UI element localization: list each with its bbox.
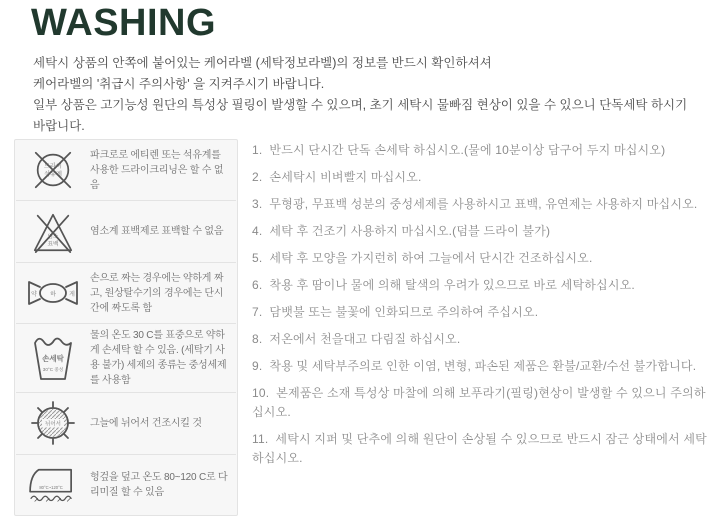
instruction-number: 1. <box>252 143 263 157</box>
no-drycleaning-icon <box>25 147 81 193</box>
care-symbol-row <box>15 455 237 515</box>
dry-flat-in-shade-icon <box>25 398 81 448</box>
care-symbol-description: 파크로로 에티렌 또는 석유계를 사용한 드라이크리닝은 할 수 없음 <box>90 149 224 191</box>
svg-text:손세탁: 손세탁 <box>42 354 64 364</box>
care-symbol-row <box>15 201 237 261</box>
instruction-text: 담뱃불 또는 불꽃에 인화되므로 주의하여 주십시오. <box>269 305 539 319</box>
instruction-number: 10. <box>252 386 270 400</box>
instruction-number: 7. <box>252 305 263 319</box>
instruction-number: 5. <box>252 251 263 265</box>
instruction-item <box>252 168 708 187</box>
instruction-number: 8. <box>252 332 263 346</box>
care-symbol-row <box>15 393 237 453</box>
care-symbol-description: 그늘에 뉘어서 건조시킬 것 <box>90 417 202 429</box>
instruction-text: 착용 및 세탁부주의로 인한 이염, 변형, 파손된 제품은 환불/교환/수선 불가합니다. <box>269 359 697 373</box>
svg-text:드라이: 드라이 <box>43 163 63 171</box>
care-symbol-description: 헝겊을 덮고 온도 80~120 C로 다리미질 할 수 있음 <box>90 471 228 498</box>
instruction-text: 저온에서 천을대고 다림질 하십시오. <box>269 332 461 346</box>
instruction-item <box>252 195 708 214</box>
instruction-number: 11. <box>252 432 269 446</box>
instruction-item <box>252 384 708 422</box>
handwash-30c-icon <box>25 333 81 383</box>
instruction-text: 세탁 후 모양을 가지런히 하여 그늘에서 단시간 건조하십시오. <box>269 251 593 265</box>
instruction-item <box>252 330 708 349</box>
instruction-text: 착용 후 땀이나 물에 의해 탈색의 우려가 있으므로 바로 세탁하십시오. <box>269 278 635 292</box>
instruction-number: 2. <box>252 170 263 184</box>
svg-text:석유계: 석유계 <box>43 170 63 178</box>
svg-text:약: 약 <box>31 292 37 299</box>
svg-text:하: 하 <box>50 292 56 299</box>
instruction-item <box>252 141 708 160</box>
svg-text:염소: 염소 <box>47 233 59 240</box>
care-symbols-panel <box>14 139 238 516</box>
svg-text:뉘어서: 뉘어서 <box>45 421 61 428</box>
instruction-text: 반드시 단시간 단독 손세탁 하십시오.(물에 10분이상 담구어 두지 마십시오) <box>269 143 666 157</box>
care-symbol-row <box>15 140 237 200</box>
intro-paragraph <box>33 53 701 137</box>
instruction-text: 세탁 후 건조기 사용하지 마십시오.(덤블 드라이 불가) <box>269 224 551 238</box>
weak-wring-icon <box>25 279 81 307</box>
instruction-item <box>252 303 708 322</box>
instruction-item <box>252 276 708 295</box>
intro-line: 일부 상품은 고기능성 원단의 특성상 필링이 발생할 수 있으며, 초기 세탁시 물빠짐 현상이 있을 수 있으니 단독세탁 하시기 바랍니다. <box>33 98 688 133</box>
svg-text:표백: 표백 <box>47 241 59 248</box>
page-title: WASHING <box>31 2 217 44</box>
instruction-text: 손세탁시 비벼빨지 마십시오. <box>269 170 422 184</box>
intro-line: 세탁시 상품의 안쪽에 붙어있는 케어라벨 (세탁정보라벨)의 정보를 반드시 확인하셔셔 <box>33 56 492 70</box>
care-symbol-row <box>15 324 237 392</box>
care-symbol-description: 염소계 표백제로 표백할 수 없음 <box>90 226 224 238</box>
instruction-text: 본제품은 소재 특성상 마찰에 의해 보푸라기(필링)현상이 발생할 수 있으니 주의하십시오. <box>252 386 706 419</box>
care-symbol-row <box>15 263 237 323</box>
instruction-text: 무형광, 무표백 성분의 중성세제를 사용하시고 표백, 유연제는 사용하지 마십시오. <box>269 197 698 211</box>
svg-text:30°C 중성: 30°C 중성 <box>42 367 64 373</box>
care-symbol-description: 손으로 짜는 경우에는 약하게 짜고, 원상탈수기의 경우에는 단시간에 짜도록 함 <box>90 272 224 314</box>
intro-line: 케어라벨의 '취급시 주의사항' 을 지켜주시기 바랍니다. <box>33 77 325 91</box>
care-symbol-description: 물의 온도 30 C를 표중으로 약하게 손세탁 할 수 있음. (세탁기 사용 불가) 세제의 종류는 중성세제를 사용함 <box>90 330 227 387</box>
instruction-item <box>252 222 708 241</box>
svg-text:80°C~120°C: 80°C~120°C <box>39 484 63 490</box>
instruction-number: 3. <box>252 197 263 211</box>
no-chlorine-bleach-icon <box>25 209 81 255</box>
iron-with-cloth-icon <box>25 464 81 506</box>
washing-instructions-list <box>252 141 708 476</box>
instruction-item <box>252 430 708 468</box>
instruction-number: 4. <box>252 224 263 238</box>
instruction-number: 9. <box>252 359 263 373</box>
svg-text:게: 게 <box>69 292 75 299</box>
instruction-text: 세탁시 지퍼 및 단추에 의해 원단이 손상될 수 있으므로 반드시 잠근 상태에서 세탁하십시오. <box>252 432 707 465</box>
instruction-item <box>252 357 708 376</box>
instruction-number: 6. <box>252 278 263 292</box>
instruction-item <box>252 249 708 268</box>
